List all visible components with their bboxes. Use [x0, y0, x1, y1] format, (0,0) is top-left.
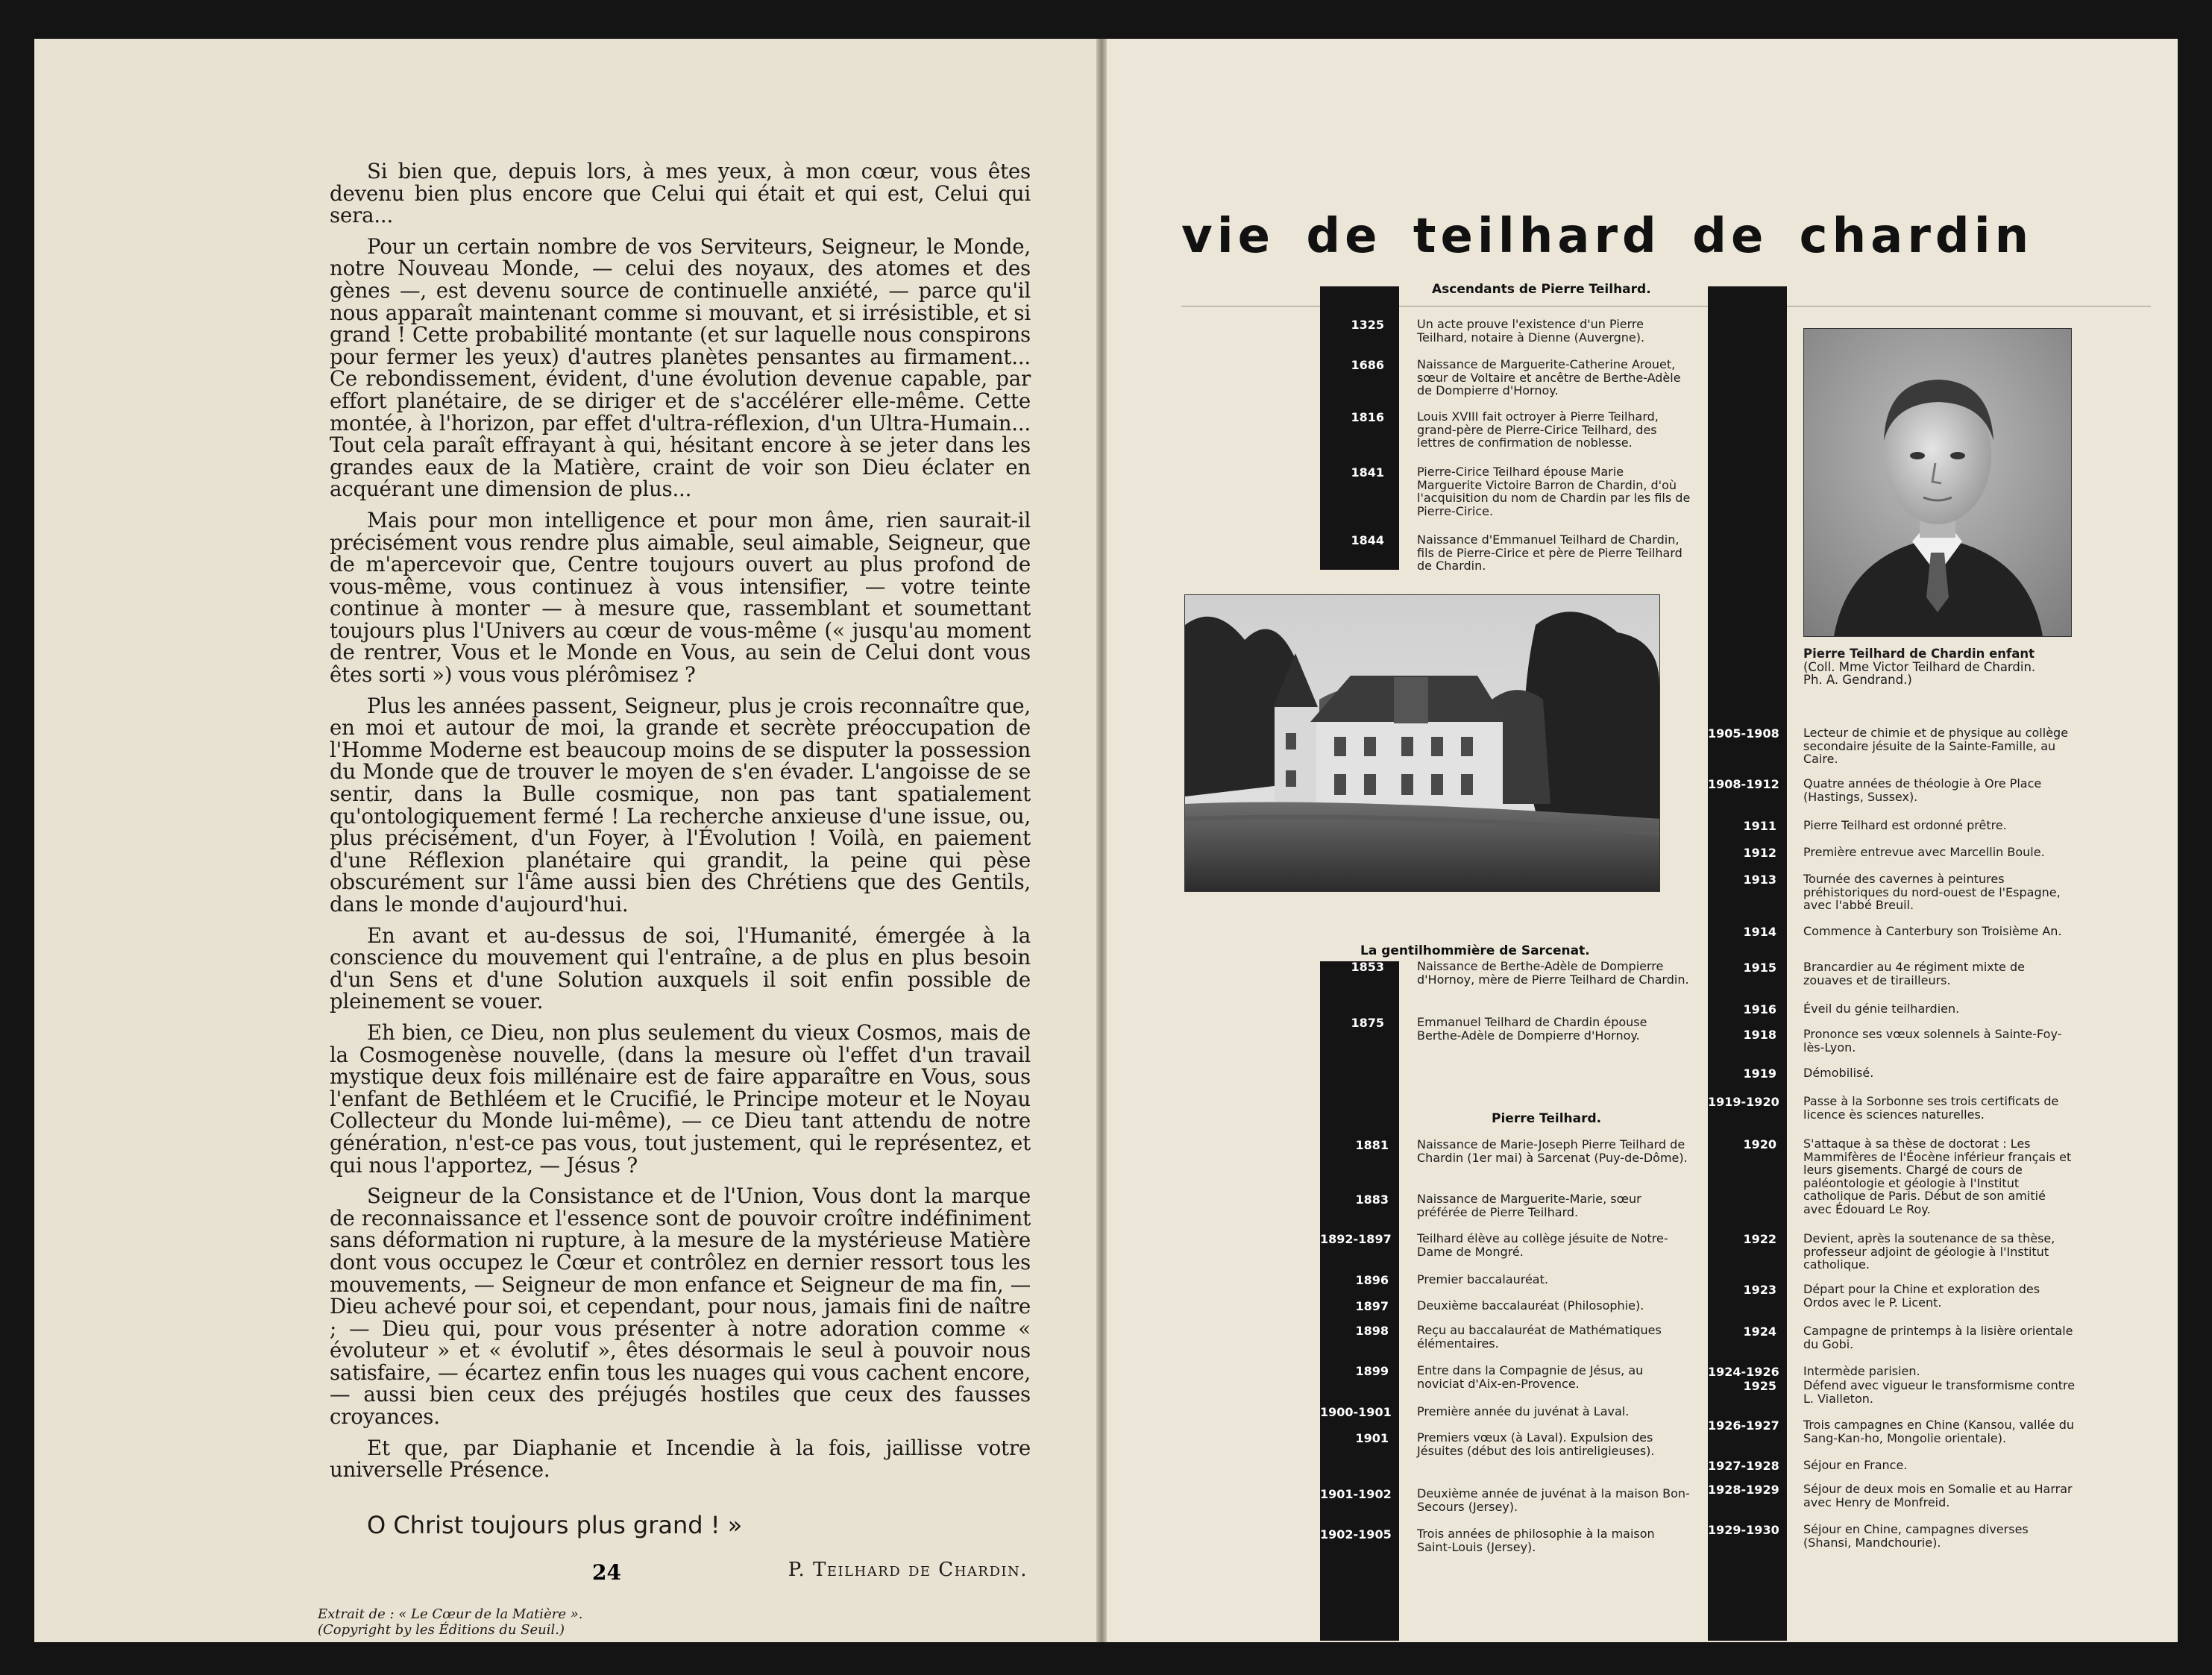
timeline-year: 1908-1912 — [1708, 777, 1779, 791]
timeline-year: 1915 — [1743, 961, 1776, 975]
timeline-entry: Défend avec vigueur le transformisme contre L. Vialleton. — [1803, 1378, 2076, 1406]
left-text-column — [318, 159, 1031, 1638]
signature — [330, 1559, 1028, 1581]
timeline-entry: Naissance d'Emmanuel Teilhard de Chardin, fils de Pierre-Cirice et père de Pierre Teilhard de Chardin. — [1417, 532, 1682, 573]
paragraph: Seigneur de la Consistance et de l'Union, Vous dont la marque de reconnaissance et l'essence sont de pouvoir croître indéfiniment sans déformation ni rupture, à la mesure de la mystérieuse Matière dont vous occupez le Cœur et contrôlez en dernier ressort tous les mouvements, — Seigneur de mon enfance et Seigneur de ma fin, — Dieu achevé pour soi, et cependant, pour nous, jamais fini de naître ; — Dieu qui, pour vous présenter à notre adoration comme « évoluteur » et « évolutif », êtes désormais le seul à pouvoir nous satisfaire, — écartez enfin tous les nuages qui vous cachent encore, — aussi bien ceux des préjugés hostiles que ceux des fausses croyances. — [330, 1184, 1031, 1430]
timeline-year: 1916 — [1743, 1002, 1776, 1016]
timeline-entry: Un acte prouve l'existence d'un Pierre Teilhard, notaire à Dienne (Auvergne). — [1417, 317, 1645, 345]
timeline-entry: Premier baccalauréat. — [1417, 1272, 1548, 1286]
paragraph: Et que, par Diaphanie et Incendie à la fois, jaillisse votre universelle Présence. — [330, 1435, 1031, 1483]
timeline-entry: Entre dans la Compagnie de Jésus, au noviciat d'Aix-en-Provence. — [1417, 1363, 1644, 1391]
timeline-year: 1686 — [1351, 358, 1384, 372]
portrait-caption-title: Pierre Teilhard de Chardin enfant — [1803, 647, 2035, 661]
timeline-entry: Tournée des cavernes à peintures préhistoriques du nord-ouest de l'Espagne, avec l'abbé Breuil. — [1803, 872, 2061, 912]
timeline-year: 1892-1897 — [1320, 1232, 1392, 1246]
timeline-entry: Démobilisé. — [1803, 1066, 1874, 1080]
timeline-entry: Campagne de printemps à la lisière orientale du Gobi. — [1803, 1324, 2073, 1351]
timeline-year: 1905-1908 — [1708, 726, 1779, 741]
timeline-year: 1926-1927 — [1708, 1418, 1779, 1433]
extract-line: Extrait de : « Le Cœur de la Matière ». — [318, 1606, 583, 1622]
timeline-year: 1924 — [1743, 1324, 1776, 1339]
page-number: 24 — [592, 1560, 621, 1585]
book-gutter — [1096, 39, 1107, 1642]
paragraph: Eh bien, ce Dieu, non plus seulement du vieux Cosmos, mais de la Cosmogenèse nouvelle, (dans la mesure où l'effet d'un travail mystique deux fois millénaire est de faire apparaître en Vous, sous l'enfant de Bethléem et le Crucifié, le Principe moteur et le Noyau Collecteur du Monde lui-même), — ce Dieu tant attendu de notre génération, n'est-ce pas vous, tout justement, qui le représentez, et qui nous l'apportez, — Jésus ? — [330, 1019, 1031, 1178]
timeline-entry: Quatre années de théologie à Ore Place (Hastings, Sussex). — [1803, 776, 2042, 804]
timeline-year: 1913 — [1743, 873, 1776, 887]
timeline-year: 1841 — [1351, 465, 1384, 480]
timeline-year: 1325 — [1351, 318, 1384, 332]
portrait-caption-credit: (Coll. Mme Victor Teilhard de Chardin. — [1803, 659, 2036, 674]
timeline-year: 1927-1928 — [1708, 1459, 1779, 1473]
timeline-entry: Naissance de Marguerite-Marie, sœur préférée de Pierre Teilhard. — [1417, 1192, 1641, 1219]
timeline-entry: Brancardier au 4e régiment mixte de zouaves et de tirailleurs. — [1803, 960, 2025, 987]
timeline-entry: Trois campagnes en Chine (Kansou, vallée du Sang-Kan-ho, Mongolie orientale). — [1803, 1418, 2074, 1445]
timeline-year: 1875 — [1351, 1016, 1384, 1030]
timeline-entry: Premiers vœux (à Laval). Expulsion des Jésuites (début des lois antireligieuses). — [1417, 1430, 1655, 1458]
portrait-photo — [1803, 328, 2072, 637]
timeline-entry: Commence à Canterbury son Troisième An. — [1803, 924, 2062, 938]
timeline-entry: Séjour de deux mois en Somalie et au Harrar avec Henry de Monfreid. — [1803, 1482, 2073, 1509]
timeline-entry: Naissance de Marguerite-Catherine Arouet, sœur de Voltaire et ancêtre de Berthe-Adèle de Dompierre d'Hornoy. — [1417, 357, 1681, 397]
timeline-entry: Louis XVIII fait octroyer à Pierre Teilhard, grand-père de Pierre-Cirice Teilhard, des lettres de confirmation de noblesse. — [1417, 409, 1659, 450]
portrait-caption — [1803, 647, 2087, 687]
timeline-year: 1901 — [1355, 1431, 1389, 1445]
right-page — [1107, 39, 2178, 1642]
timeline-year: 1922 — [1743, 1232, 1776, 1246]
timeline-entry: Lecteur de chimie et de physique au collège secondaire jésuite de la Sainte-Famille, au Caire. — [1803, 726, 2069, 766]
timeline-year: 1901-1902 — [1320, 1487, 1392, 1501]
timeline-entry: Éveil du génie teilhardien. — [1803, 1002, 1960, 1016]
page-title: vie de teilhard de chardin — [1181, 209, 2034, 264]
timeline-entry: Intermède parisien. — [1803, 1364, 1920, 1378]
timeline-year: 1929-1930 — [1708, 1523, 1779, 1537]
timeline-entry: Devient, après la soutenance de sa thèse, professeur adjoint de géologie à l'Institut catholique. — [1803, 1231, 2055, 1272]
signature-text: P. Teilhard de Chardin. — [788, 1558, 1028, 1581]
timeline-year: 1902-1905 — [1320, 1527, 1392, 1542]
timeline-year: 1899 — [1355, 1364, 1389, 1378]
timeline-year: 1920 — [1743, 1137, 1776, 1151]
timeline-year: 1919-1920 — [1708, 1095, 1779, 1109]
timeline-year: 1919 — [1743, 1066, 1776, 1081]
timeline-entry: Naissance de Marie-Joseph Pierre Teilhard de Chardin (1er mai) à Sarcenat (Puy-de-Dôme). — [1417, 1137, 1688, 1165]
house-illustration — [1185, 595, 1659, 891]
timeline-year: 1898 — [1355, 1324, 1389, 1338]
house-photo — [1184, 594, 1660, 892]
timeline-year: 1853 — [1351, 960, 1384, 974]
paragraph: Plus les années passent, Seigneur, plus je crois reconnaître que, en moi et autour de moi, la grande et secrète préoccupation de l'Homme Moderne est beaucoup moins de se disputer la possession du Monde que de trouver le moyen de s'en évader. L'angoisse de se sentir, dans la Bulle cosmique, non pas tant spatialement qu'ontologiquement fermé ! La recherche anxieuse d'une issue, ou, plus précisément, d'un Foyer, à l'Évolution ! Voilà, en paiement d'une Réflexion planétaire qui grandit, la peine qui pèse obscurément sur l'âme aussi bien des Chrétiens que des Gentils, dans le monde d'aujourd'hui. — [330, 693, 1031, 917]
timeline-entry: Départ pour la Chine et exploration des Ordos avec le P. Licent. — [1803, 1282, 2040, 1310]
copyright-line: (Copyright by les Éditions du Seuil.) — [318, 1621, 565, 1638]
timeline-year: 1911 — [1743, 819, 1776, 833]
timeline-entry: Trois années de philosophie à la maison Saint-Louis (Jersey). — [1417, 1527, 1655, 1554]
timeline-entry: Pierre Teilhard est ordonné prêtre. — [1803, 818, 2007, 832]
timeline-year: 1928-1929 — [1708, 1483, 1779, 1497]
timeline-entry: Pierre-Cirice Teilhard épouse Marie Marguerite Victoire Barron de Chardin, d'où l'acquisition du nom de Chardin par les fils de Pierre-Cirice. — [1417, 465, 1691, 518]
closing-invocation: O Christ toujours plus grand ! » — [367, 1510, 743, 1539]
timeline-entry: Deuxième année de juvénat à la maison Bon-Secours (Jersey). — [1417, 1486, 1690, 1514]
portrait-caption-photographer: Ph. A. Gendrand.) — [1803, 673, 1912, 687]
portrait-illustration — [1804, 329, 2071, 636]
timeline-year: 1883 — [1355, 1192, 1389, 1207]
timeline-year: 1912 — [1743, 846, 1776, 860]
timeline-entry: Séjour en Chine, campagnes diverses (Shansi, Mandchourie). — [1803, 1522, 2029, 1550]
timeline-entry: Passe à la Sorbonne ses trois certificats de licence ès sciences naturelles. — [1803, 1094, 2059, 1122]
paragraph: Mais pour mon intelligence et pour mon âme, rien saurait-il précisément vous rendre plus aimable, seul aimable, Seigneur, que de m'apercevoir que, Centre toujours ouvert au plus profond de vous-même, vous continuez à vous intensifier, — votre teinte continue à monter — à mesure que, rassemblant et soumettant toujours plus l'Univers au cœur de vous-même (« jusqu'au moment de rentrer, Vous et le Monde en Vous, au sein de Celui dont vous êtes sorti ») vous vous plérômisez ? — [330, 507, 1031, 688]
timeline-year: 1896 — [1355, 1273, 1389, 1287]
timeline-entry: Séjour en France. — [1803, 1458, 1908, 1472]
timeline-year: 1844 — [1351, 533, 1384, 547]
timeline-year: 1881 — [1355, 1138, 1389, 1152]
extract-note — [318, 1606, 1031, 1638]
timeline-year: 1900-1901 — [1320, 1405, 1392, 1419]
timeline-entry: Première année du juvénat à Laval. — [1417, 1404, 1630, 1418]
timeline-entry: Teilhard élève au collège jésuite de Notre-Dame de Mongré. — [1417, 1231, 1668, 1259]
left-page — [34, 39, 1096, 1642]
timeline-year: 1816 — [1351, 410, 1384, 424]
timeline-entry: Emmanuel Teilhard de Chardin épouse Berthe-Adèle de Dompierre d'Hornoy. — [1417, 1015, 1647, 1043]
timeline-year: 1924-1926 — [1708, 1365, 1779, 1379]
timeline-entry: Reçu au baccalauréat de Mathématiques élémentaires. — [1417, 1323, 1662, 1351]
timeline-year: 1925 — [1743, 1379, 1776, 1393]
timeline-entry: Prononce ses vœux solennels à Sainte-Foy-lès-Lyon. — [1803, 1027, 2062, 1055]
pierre-heading: Pierre Teilhard. — [1492, 1111, 1602, 1126]
timeline-year: 1923 — [1743, 1283, 1776, 1297]
timeline-entry: Naissance de Berthe-Adèle de Dompierre d'Hornoy, mère de Pierre Teilhard de Chardin. — [1417, 959, 1689, 987]
timeline-year: 1914 — [1743, 925, 1776, 939]
paragraph: Si bien que, depuis lors, à mes yeux, à mon cœur, vous êtes devenu bien plus encore que Celui qui était et qui est, Celui qui sera... — [330, 159, 1031, 228]
paragraph: Pour un certain nombre de vos Serviteurs, Seigneur, le Monde, notre Nouveau Monde, — celui des noyaux, des atomes et des gènes —, est devenu source de continuelle anxiété, — parce qu'il nous apparaît maintenant comme si mouvant, et si irrésistible, et si grand ! Cette probabilité montante (et sur laquelle nous conspirons pour fermer les yeux) d'autres planètes pensantes au firmament... Ce rebondissement, évident, d'une évolution devenue capable, par effort planétaire, de se diriger et de s'accélérer elle-même. Cette montée, à l'horizon, par effet d'ultra-réflexion, d'un Ultra-Humain... Tout cela paraît effrayant à qui, hésitant encore à se jeter dans les grandes eaux de la Matière, craint de voir son Dieu éclater en acquérant une dimension de plus... — [330, 233, 1031, 502]
house-caption: La gentilhommière de Sarcenat. — [1360, 943, 1590, 958]
timeline-year: 1897 — [1355, 1299, 1389, 1313]
paragraph: En avant et au-dessus de soi, l'Humanité, émergée à la conscience du mouvement qui l'entraîne, a de plus en plus besoin d'un Sens et d'une Solution auxquels il soit enfin possible de pleinement se vouer. — [330, 923, 1031, 1014]
timeline-year: 1918 — [1743, 1028, 1776, 1042]
timeline-entry: Première entrevue avec Marcellin Boule. — [1803, 845, 2045, 859]
ascendants-heading: Ascendants de Pierre Teilhard. — [1432, 282, 1651, 297]
timeline-entry: Deuxième baccalauréat (Philosophie). — [1417, 1298, 1644, 1313]
timeline-entry: S'attaque à sa thèse de doctorat : Les Mammifères de l'Éocène inférieur français et leurs gisements. Chargé de cours de paléontologie et géologie à l'Institut catholique de Paris. Début de son amitié avec Édouard Le Roy. — [1803, 1137, 2072, 1216]
